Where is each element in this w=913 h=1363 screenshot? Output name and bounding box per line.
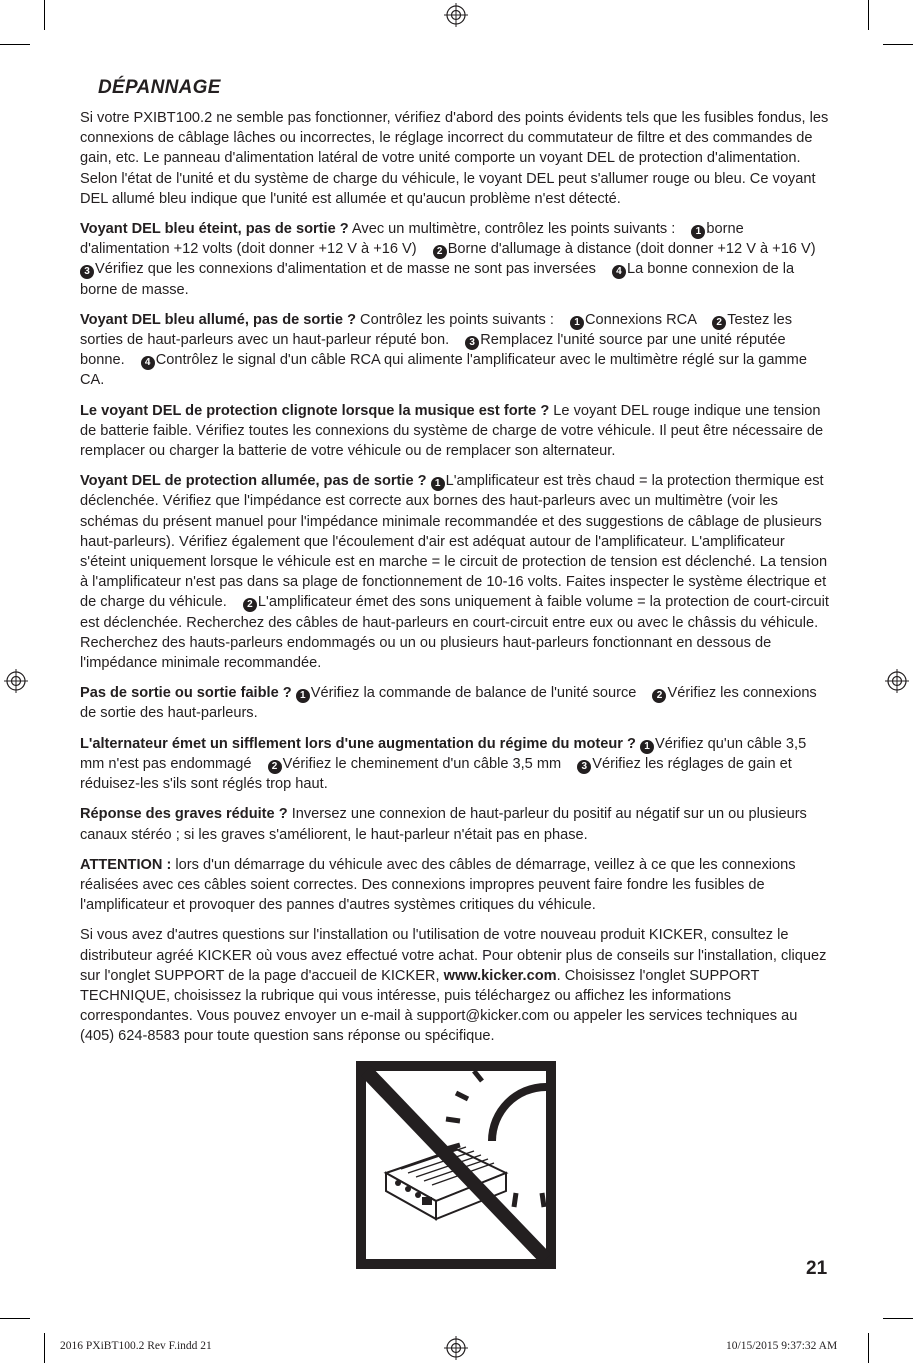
step-number-icon: 1 bbox=[431, 477, 445, 491]
step-text: Vérifiez le cheminement d'un câble 3,5 mm bbox=[282, 755, 562, 772]
step-text: Vérifiez que les connexions d'alimentation et de masse ne sont pas inversées bbox=[95, 261, 596, 278]
step-number-icon: 2 bbox=[268, 760, 282, 774]
crop-mark bbox=[868, 0, 869, 30]
section-text: Contrôlez les points suivants : bbox=[356, 311, 554, 328]
step-text: Testez les sorties de haut-parleurs avec un haut-parleur réputé bon. bbox=[80, 311, 793, 349]
step-text: Borne d'allumage à distance (doit donner +12 V à +16 V) bbox=[447, 241, 816, 258]
step-text: Remplacez l'unité source par une unité réputée bonne. bbox=[80, 332, 786, 369]
section-title: Pas de sortie ou sortie faible ? bbox=[80, 685, 292, 702]
step-text: La bonne connexion de la borne de masse. bbox=[80, 261, 795, 298]
step-number-icon: 3 bbox=[577, 760, 591, 774]
step-text: L'amplificateur émet des sons uniquement à faible volume = la protection de court-circuit est déclenchée. Recherchez des câbles de haut-parleurs en court-circuit entre eux ou avec le châssis du véhicule. Recherchez des hauts-parleurs endommagés ou un ou plusieurs haut-parleurs fonctionnant en dessous de l'impédance minimale recommandée. bbox=[80, 594, 829, 672]
footer-timestamp: 10/15/2015 9:37:32 AM bbox=[726, 1340, 838, 1352]
step-number-icon: 3 bbox=[465, 336, 479, 350]
step-text: Vérifiez les réglages de gain et réduisez-les s'ils sont réglés trop haut. bbox=[80, 755, 792, 793]
step-text: borne d'alimentation +12 volts (doit donner +12 V à +16 V) bbox=[80, 221, 744, 258]
step-number-icon: 2 bbox=[243, 598, 257, 612]
page-title: DÉPANNAGE bbox=[98, 77, 221, 98]
step-number-icon: 2 bbox=[433, 245, 447, 259]
footer-file-name: 2016 PXiBT100.2 Rev F.indd 21 bbox=[60, 1340, 212, 1352]
troubleshooting-section bbox=[80, 219, 832, 300]
step-number-icon: 4 bbox=[141, 356, 155, 370]
section-text: Inversez une connexion de haut-parleur du positif au négatif sur un ou plusieurs canaux stéréo ; si les graves s'améliorent, le haut-parleur n'était pas en phase. bbox=[80, 806, 807, 843]
section-title: Voyant DEL bleu éteint, pas de sortie ? bbox=[80, 221, 349, 238]
troubleshooting-content bbox=[80, 108, 832, 1057]
section-title: Le voyant DEL de protection clignote lorsque la musique est forte ? bbox=[80, 402, 550, 419]
step-text: Vérifiez qu'un câble 3,5 mm n'est pas endommagé bbox=[80, 735, 807, 772]
troubleshooting-sections bbox=[80, 219, 832, 915]
troubleshooting-section bbox=[80, 855, 832, 916]
step-number-icon: 2 bbox=[652, 689, 666, 703]
step-number-icon: 1 bbox=[640, 740, 654, 754]
step-text: Connexions RCA bbox=[584, 311, 697, 328]
crop-mark bbox=[44, 0, 45, 30]
troubleshooting-section bbox=[80, 804, 832, 844]
troubleshooting-section bbox=[80, 734, 832, 795]
troubleshooting-section bbox=[80, 683, 832, 723]
step-text: L'amplificateur est très chaud = la protection thermique est déclenchée. Vérifiez que l'impédance est correcte aux bornes des haut-parleurs avec un multimètre (voir les schémas du présent manuel pour l'impédance minimale recommandée et des suggestions de câblage de plusieurs haut-parleurs). Vérifiez également que l'écoulement d'air est adéquat autour de l'amplificateur. L'amplificateur s'éteint uniquement lorsque le véhicule est en marche = le circuit de protection de tension est déclenché. La tension à l'amplificateur n'est pas dans sa plage de fonctionnement de 10-16 volts. Faites inspecter le système électrique et de charge du véhicule. bbox=[80, 473, 828, 611]
section-title: Voyant DEL bleu allumé, pas de sortie ? bbox=[80, 311, 356, 328]
registration-mark-icon bbox=[444, 3, 468, 27]
section-title: Voyant DEL de protection allumée, pas de sortie ? bbox=[80, 473, 427, 490]
kicker-website-link[interactable]: www.kicker.com bbox=[443, 967, 557, 984]
page-number: 21 bbox=[806, 1258, 828, 1279]
intro-paragraph: Si votre PXIBT100.2 ne semble pas fonctionner, vérifiez d'abord des points évidents tels que les fusibles fondus, les connexions de câblage lâches ou incorrectes, le réglage incorrect du commutateur de filtre et des commandes de gain, etc. Le panneau d'alimentation latéral de votre unité comporte un voyant DEL de protection d'alimentation. Selon l'état de l'unité et du système de charge du véhicule, le voyant DEL peut s'allumer rouge ou bleu. Ce voyant DEL allumé bleu indique que l'unité est allumée et qu'aucun problème n'est détecté. bbox=[80, 110, 829, 207]
troubleshooting-section bbox=[80, 310, 832, 391]
closing-paragraph bbox=[80, 925, 832, 1046]
closing-text-end: . Choisissez l'onglet SUPPORT TECHNIQUE, choisissez la rubrique qui vous intéresse, puis téléchargez ou affichez les informations correspondantes. Vous pouvez envoyer un e-mail à support@kicker.com ou appeler les services techniques au (405) 624-8583 pour toute question sans réponse ou spécifique. bbox=[80, 967, 798, 1045]
crop-mark bbox=[0, 1318, 30, 1319]
section-title: Réponse des graves réduite ? bbox=[80, 806, 288, 823]
step-number-icon: 1 bbox=[691, 225, 705, 239]
step-number-icon: 4 bbox=[612, 265, 626, 279]
section-title: L'alternateur émet un sifflement lors d'une augmentation du régime du moteur ? bbox=[80, 735, 636, 752]
crop-mark bbox=[44, 1333, 45, 1363]
step-number-icon: 1 bbox=[296, 689, 310, 703]
step-text: Vérifiez la commande de balance de l'unité source bbox=[310, 685, 637, 702]
crop-mark bbox=[883, 1318, 913, 1319]
step-number-icon: 2 bbox=[712, 316, 726, 330]
section-text: Avec un multimètre, contrôlez les points suivants : bbox=[348, 221, 676, 238]
step-text: Contrôlez le signal d'un câble RCA qui alimente l'amplificateur avec le multimètre réglé sur la gamme CA. bbox=[80, 352, 807, 389]
step-number-icon: 1 bbox=[570, 316, 584, 330]
section-title: ATTENTION : bbox=[80, 856, 172, 873]
troubleshooting-section bbox=[80, 471, 832, 673]
no-sun-on-amplifier-icon bbox=[356, 1061, 556, 1269]
troubleshooting-section bbox=[80, 401, 832, 462]
section-text: Le voyant DEL rouge indique une tension de batterie faible. Vérifiez toutes les connexions du système de charge de votre véhicule. Il peut être nécessaire de remplacer ou charger la batterie de votre véhicule ou de remplacer son alternateur. bbox=[80, 402, 824, 460]
crop-mark bbox=[883, 44, 913, 45]
section-text: lors d'un démarrage du véhicule avec des câbles de démarrage, veillez à ce que les connexions réalisées avec ces câbles soient correctes. Des connexions impropres peuvent faire fondre les fusibles de l'amplificateur et provoquer des pannes d'autres systèmes critiques du véhicule. bbox=[80, 856, 796, 914]
closing-text: Si vous avez d'autres questions sur l'installation ou l'utilisation de votre nouveau produit KICKER, consultez le distributeur agréé KICKER où vous avez effectué votre achat. Pour obtenir plus de conseils sur l'installation, cliquez sur l'onglet SUPPORT de la page d'accueil de KICKER, bbox=[80, 927, 827, 984]
crop-mark bbox=[868, 1333, 869, 1363]
crop-mark bbox=[0, 44, 30, 45]
step-number-icon: 3 bbox=[80, 265, 94, 279]
registration-mark-icon bbox=[885, 669, 909, 693]
registration-mark-icon bbox=[4, 669, 28, 693]
step-text: Vérifiez les connexions de sortie des haut-parleurs. bbox=[80, 685, 817, 722]
registration-mark-icon bbox=[444, 1336, 468, 1360]
